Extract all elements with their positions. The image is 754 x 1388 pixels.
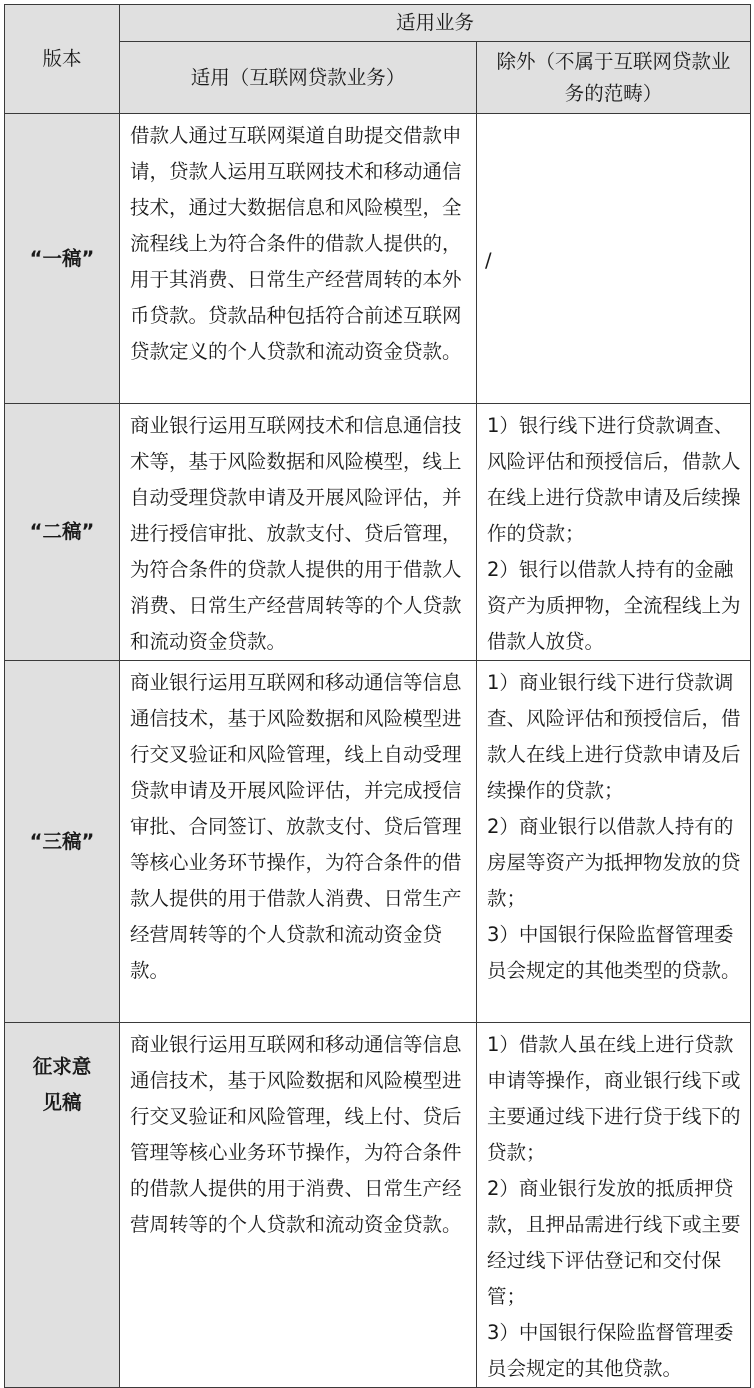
- excluded-item: 2）银行以借款人持有的金融资产为质押物，全流程线上为借款人放贷。: [487, 558, 741, 653]
- excluded-item: 3）中国银行保险监督管理委员会规定的其他类型的贷款。: [487, 923, 741, 982]
- excluded-cell: /: [477, 114, 751, 404]
- header-version: 版本: [5, 5, 120, 114]
- header-business: 适用业务: [120, 5, 751, 42]
- applicable-cell: 借款人通过互联网渠道自助提交借款申请，贷款人运用互联网技术和移动通信技术，通过大数据信息和风险模型，全流程线上为符合条件的借款人提供的，用于其消费、日常生产经营周转的本外币贷款。贷款品种包括符合前述互联网贷款定义的个人贷款和流动资金贷款。: [120, 114, 477, 404]
- excluded-item: 2）商业银行以借款人持有的房屋等资产为抵押物发放的贷款；: [487, 815, 741, 910]
- version-label: “二稿”: [5, 404, 120, 661]
- excluded-cell: [477, 404, 751, 661]
- table-row: [5, 661, 751, 1023]
- excluded-item: 1）借款人虽在线上进行贷款申请等操作，商业银行线下或主要通过线下进行贷于线下的贷款；: [487, 1033, 741, 1164]
- table-row: [5, 114, 751, 404]
- excluded-item: 1）商业银行线下进行贷款调查、风险评估和预授信后，借款人在线上进行贷款申请及后续操作的贷款；: [487, 671, 741, 802]
- header-applicable: 适用（互联网贷款业务）: [120, 42, 477, 114]
- applicable-cell: 商业银行运用互联网和移动通信等信息通信技术，基于风险数据和风险模型进行交叉验证和风险管理，线上自动受理贷款申请及开展风险评估，并完成授信审批、合同签订、放款支付、贷后管理等核心业务环节操作，为符合条件的借款人提供的用于借款人消费、日常生产经营周转等的个人贷款和流动资金贷款。: [120, 661, 477, 1023]
- excluded-cell: [477, 661, 751, 1023]
- comparison-table: [4, 4, 751, 1388]
- excluded-item: 2）商业银行发放的抵质押贷款，且押品需进行线下或主要经过线下评估登记和交付保管；: [487, 1177, 741, 1308]
- applicable-cell: 商业银行运用互联网和移动通信等信息通信技术，基于风险数据和风险模型进行交叉验证和风险管理，线上付、贷后管理等核心业务环节操作，为符合条件的借款人提供的用于消费、日常生产经营周转等的个人贷款和流动资金贷款。: [120, 1023, 477, 1388]
- excluded-item: 3）中国银行保险监督管理委员会规定的其他贷款。: [487, 1321, 734, 1380]
- header-excluded: 除外（不属于互联网贷款业务的范畴）: [477, 42, 751, 114]
- excluded-cell: [477, 1023, 751, 1388]
- applicable-cell: 商业银行运用互联网技术和信息通信技术等，基于风险数据和风险模型，线上自动受理贷款申请及开展风险评估，并进行授信审批、放款支付、贷后管理，为符合条件的贷款人提供的用于借款人消费、日常生产经营周转等的个人贷款和流动资金贷款。: [120, 404, 477, 661]
- version-label: “三稿”: [5, 661, 120, 1023]
- version-label: “一稿”: [5, 114, 120, 404]
- table-row: [5, 404, 751, 661]
- table-row: [5, 1023, 751, 1388]
- version-label: 征求意见稿: [32, 1055, 92, 1114]
- excluded-item: 1）银行线下进行贷款调查、风险评估和预授信后，借款人在线上进行贷款申请及后续操作的贷款；: [487, 414, 741, 545]
